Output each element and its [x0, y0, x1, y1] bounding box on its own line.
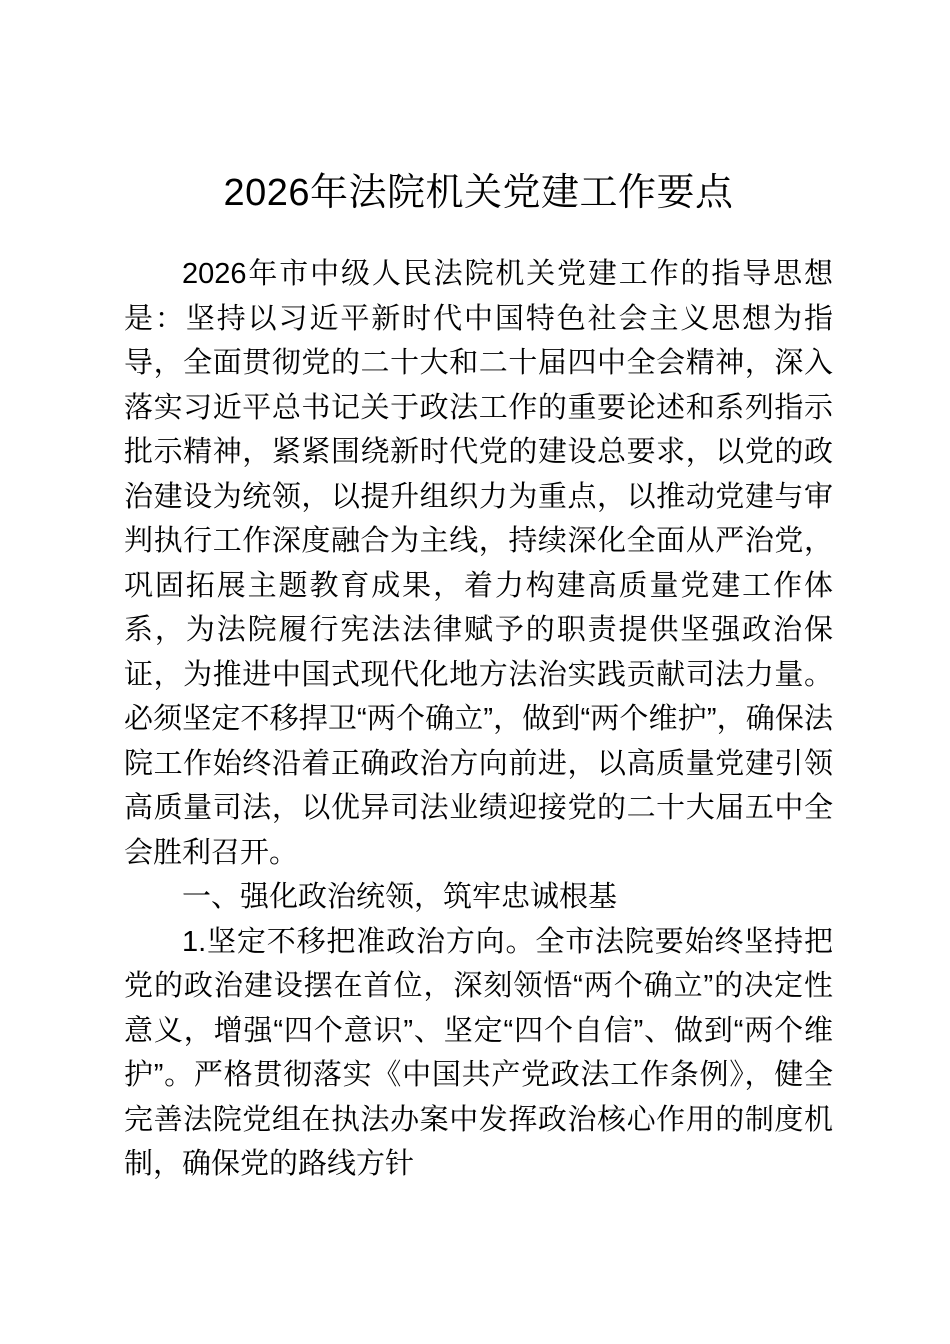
paragraph-guiding-ideology: 2026年市中级人民法院机关党建工作的指导思想是：坚持以习近平新时代中国特色社会主义思想为指导，全面贯彻党的二十大和二十届四中全会精神，深入落实习近平总书记关于政法工作的重要论述和系列指示批示精神，紧紧围绕新时代党的建设总要求，以党的政治建设为统领，以提升组织力为重点，以推动党建与审判执行工作深度融合为主线，持续深化全面从严治党，巩固拓展主题教育成果，着力构建高质量党建工作体系，为法院履行宪法法律赋予的职责提供坚强政治保证，为推进中国式现代化地方法治实践贡献司法力量。必须坚定不移捍卫“两个确立”，做到“两个维护”，确保法院工作始终沿着正确政治方向前进，以高质量党建引领高质量司法，以优异司法业绩迎接党的二十大届五中全会胜利召开。: [124, 258, 833, 869]
document-body: [124, 252, 833, 1187]
paragraph-item-1: 1.坚定不移把准政治方向。全市法院要始终坚持把党的政治建设摆在首位，深刻领悟“两个确立”的决定性意义，增强“四个意识”、坚定“四个自信”、做到“两个维护”。严格贯彻落实《中国共产党政法工作条例》，健全完善法院党组在执法办案中发挥政治核心作用的制度机制，确保党的路线方针: [124, 925, 833, 1180]
section-heading-one: 一、强化政治统领，筑牢忠诚根基: [182, 881, 618, 913]
page-title: 2026年法院机关党建工作要点: [223, 172, 734, 214]
